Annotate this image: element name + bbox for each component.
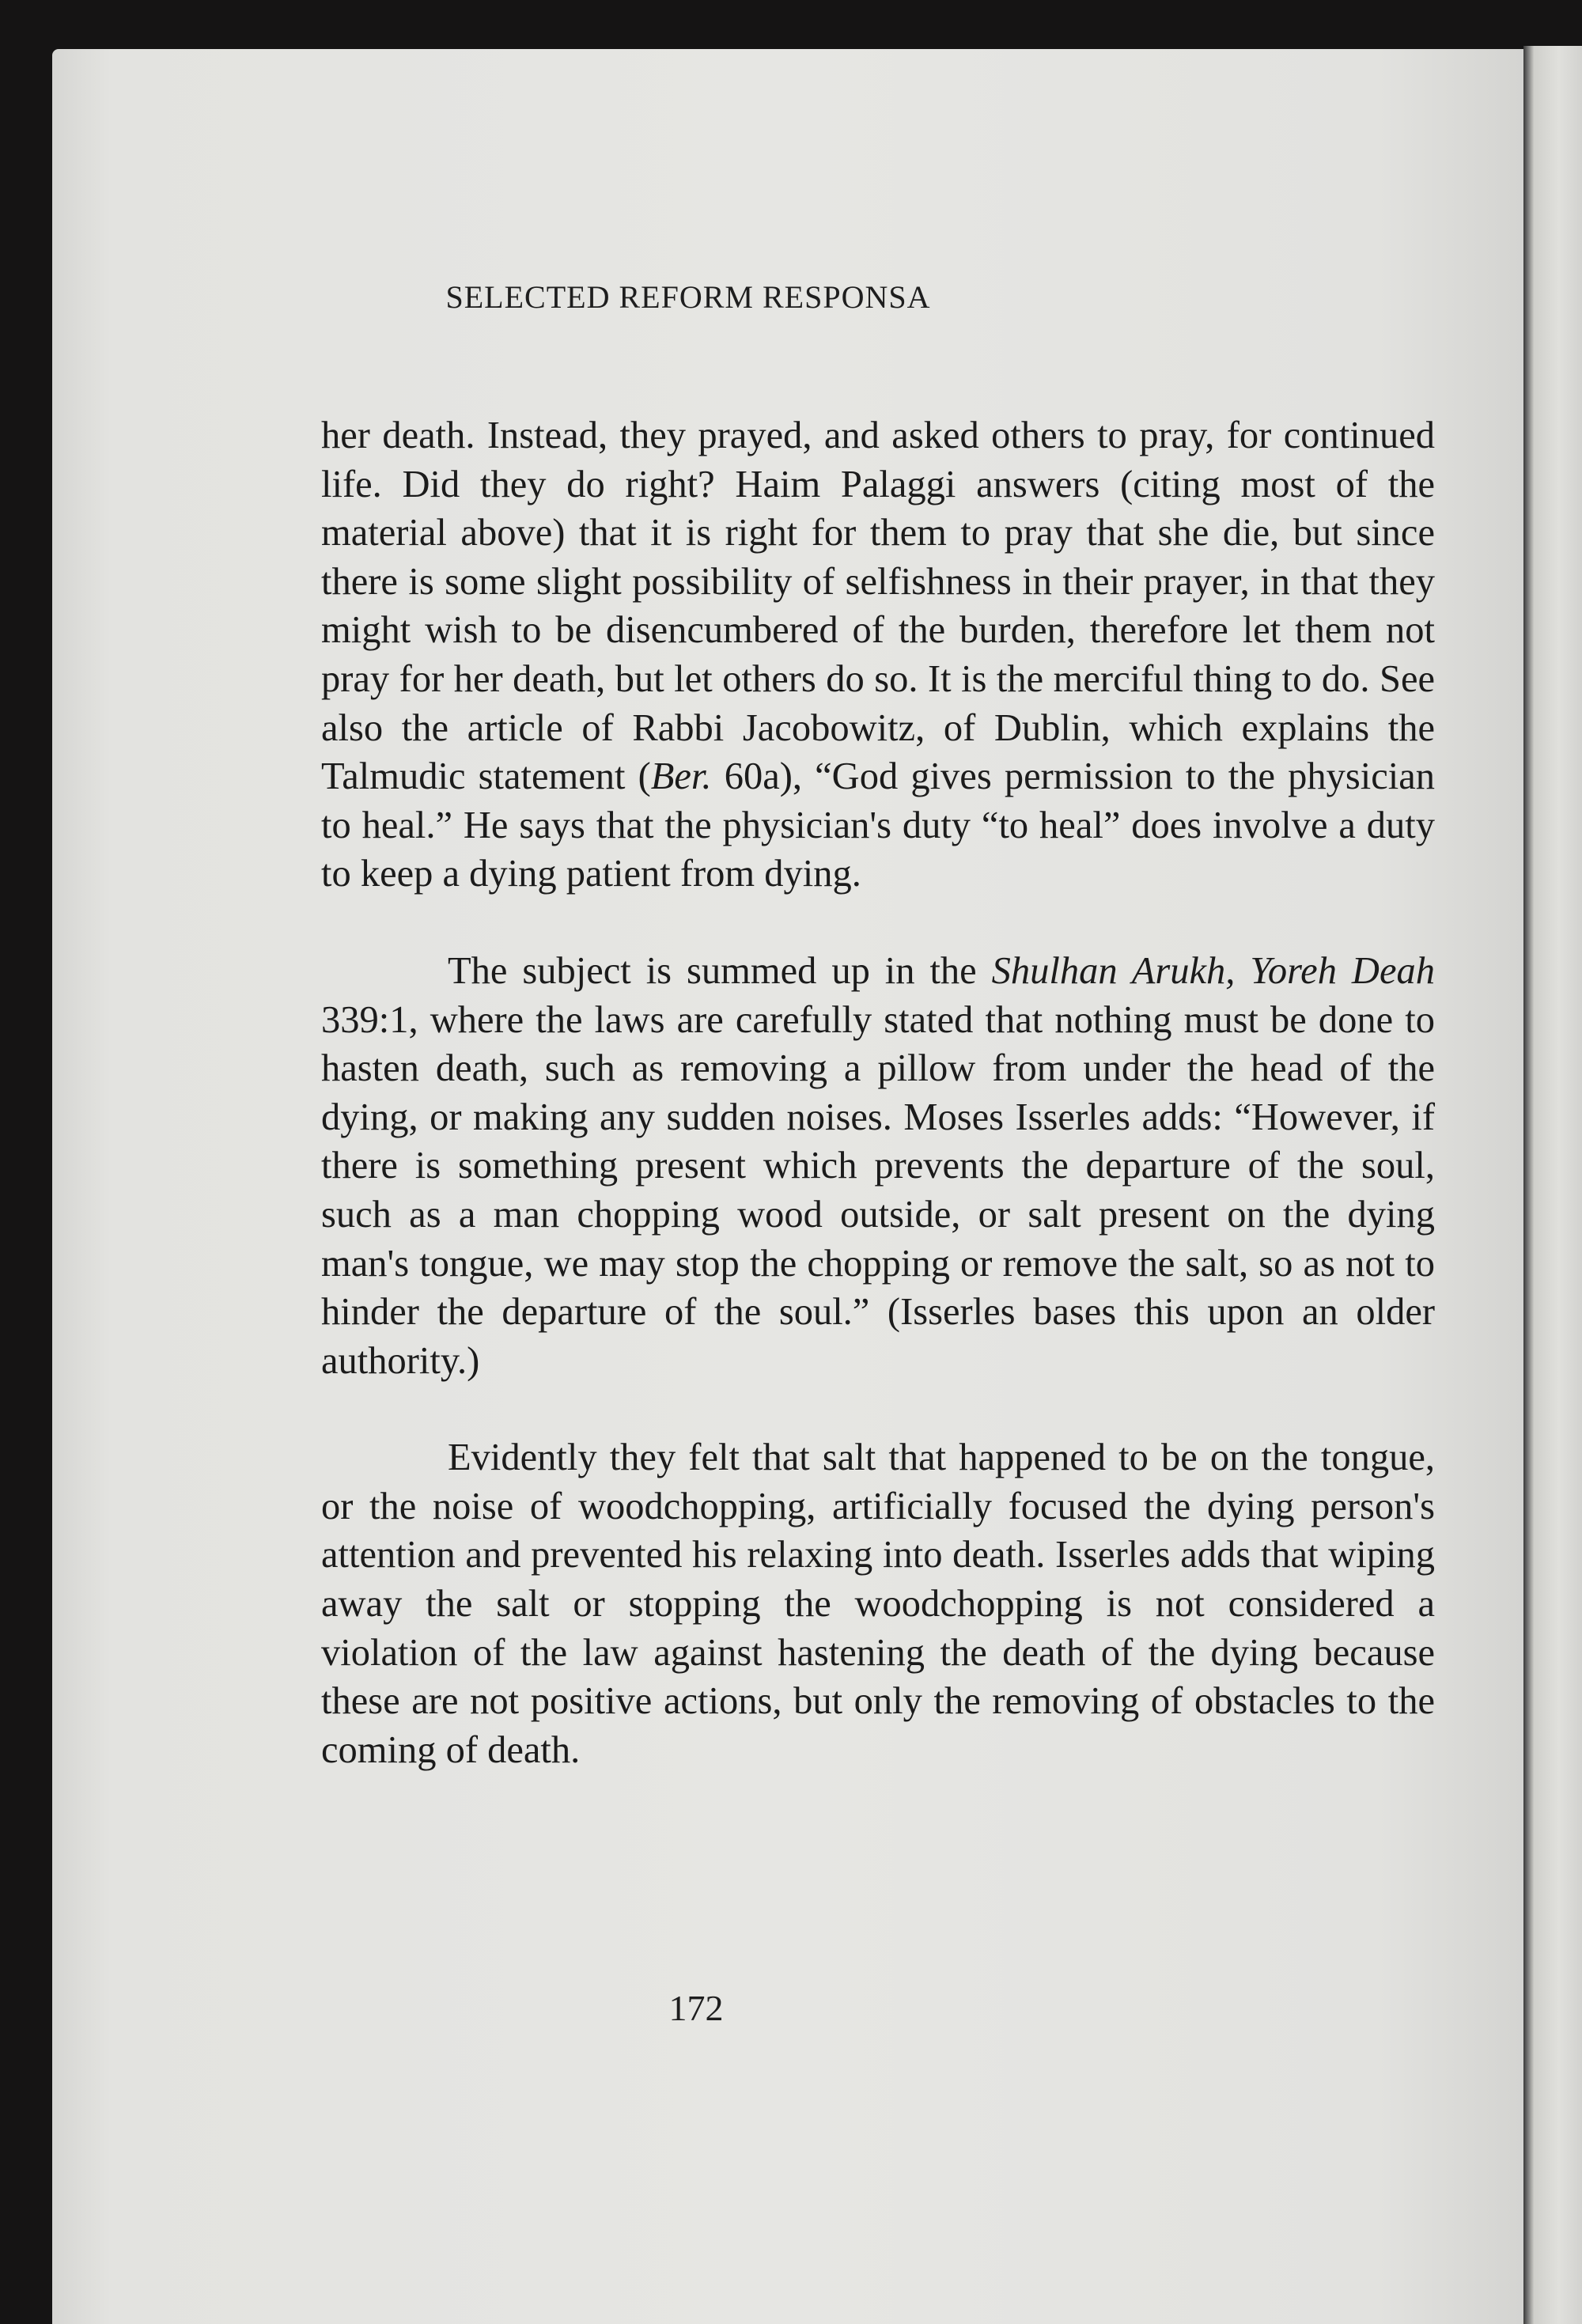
citation-italic: Ber.	[650, 755, 712, 798]
text-segment: 60a), “God gives permission to the physician to heal.” He says that the physician's duty “to heal” does involve a duty to keep a dying patient from dying.	[321, 755, 1435, 895]
paragraph-2	[321, 947, 1435, 1385]
page-number: 172	[668, 1988, 724, 2028]
text-segment: Evidently they felt that salt that happened to be on the tongue, or the noise of woodchopping, artificially focused the dying person's attention and prevented his relaxing into death. Isserles adds that wiping away the salt or stopping the woodchopping is not considered a violation of the law against hastening the death of the dying because these are not positive actions, but only the removing of obstacles to the coming of death.	[321, 1436, 1435, 1771]
text-segment: 339:1, where the laws are carefully stated that nothing must be done to hasten death, such as removing a pillow from under the head of the dying, or making any sudden noises. Moses Isserles adds: “However, if there is something present which prevents the departure of the soul, such as a man chopping wood outside, or salt present on the dying man's tongue, we may stop the chopping or remove the salt, so as not to hinder the departure of the soul.” (Isserles bases this upon an older authority.)	[321, 998, 1435, 1382]
text-segment: The subject is summed up in the	[448, 949, 992, 992]
work-title-italic: Shulhan Arukh, Yoreh Deah	[991, 949, 1435, 992]
running-head: SELECTED REFORM RESPONSA	[445, 279, 931, 315]
paragraph-1	[321, 411, 1435, 899]
facing-page-edge	[1523, 46, 1582, 2324]
text-segment: her death. Instead, they prayed, and asked others to pray, for continued life. Did they do right? Haim Palaggi answers (citing most of the material above) that it is right for them to pray that she die, but since there is some slight possibility of selfishness in their prayer, in that they might wish to be disencumbered of the burden, therefore let them not pray for her death, but let others do so. It is the merciful thing to do. See also the article of Rabbi Jacobowitz, of Dublin, which explains the Talmudic statement (	[321, 414, 1435, 798]
body-text	[321, 411, 1435, 1774]
paragraph-3	[321, 1433, 1435, 1774]
